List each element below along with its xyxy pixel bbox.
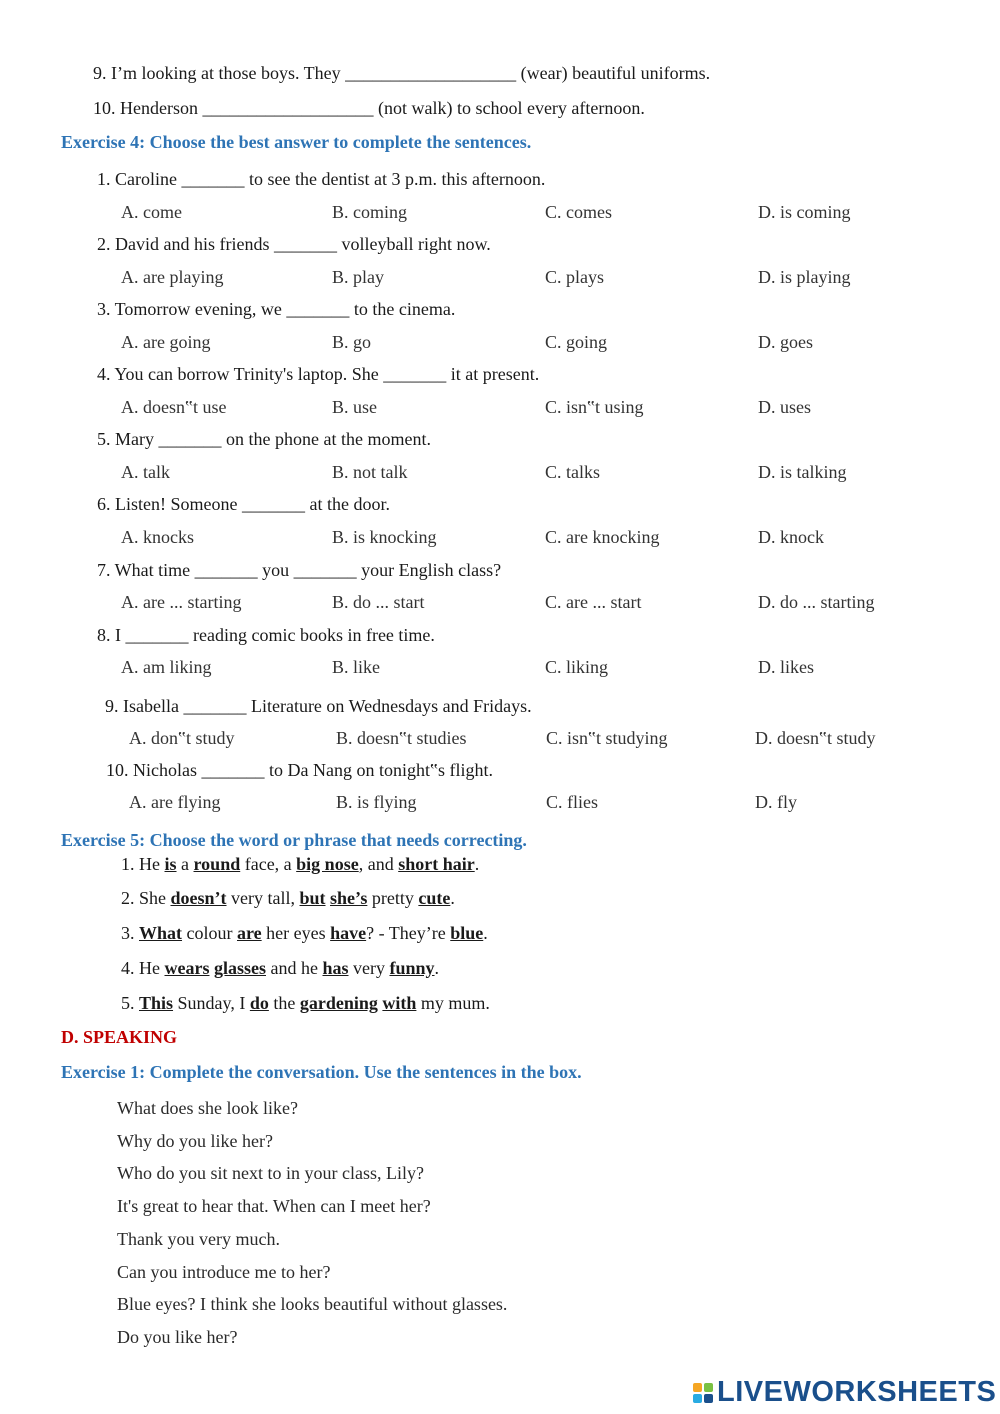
ex5-item-4-option-2[interactable]: glasses [213,958,266,978]
ex4-question-5: 5. Mary _______ on the phone at the moment. [97,429,431,449]
ex5-item-2-option-2[interactable]: but [299,888,326,908]
ex4-q5-option-c[interactable]: C. talks [545,462,601,482]
ex5-item-2-text: 2. She [121,888,171,908]
ex4-q4-option-b[interactable]: B. use [332,397,377,417]
ex5-item-5-text: my mum. [416,993,490,1013]
ex4-question-8: 8. I _______ reading comic books in free time. [97,625,435,645]
ex4-q7-option-d[interactable]: D. do ... starting [758,592,875,612]
ex4-q2-option-d[interactable]: D. is playing [758,267,851,287]
liveworksheets-logo-icon [692,1382,714,1404]
ex5-item-3 [121,922,488,944]
ex4-q6-option-b[interactable]: B. is knocking [332,527,437,547]
liveworksheets-logo [692,1376,996,1409]
exercise4-heading: Exercise 4: Choose the best answer to complete the sentences. [61,132,532,152]
ex3-item-10-text: Henderson ___________________ (not walk) to school every afternoon. [120,98,645,118]
speaking-section-heading: D. SPEAKING [61,1027,178,1047]
ex5-item-3-option-1[interactable]: What [139,923,183,943]
liveworksheets-logo-text: LIVEWORKSHEETS [717,1376,997,1408]
box-sentence-3[interactable]: Who do you sit next to in your class, Lily? [117,1163,424,1183]
box-sentence-2[interactable]: Why do you like her? [117,1131,273,1151]
ex5-item-4-text: . [434,958,440,978]
ex5-item-1-text: 1. He [121,854,165,874]
ex4-q6-option-d[interactable]: D. knock [758,527,824,547]
ex3-item-9-text: I’m looking at those boys. They ___________________ (wear) beautiful uniforms. [111,63,711,83]
ex5-item-3-option-4[interactable]: blue [450,923,484,943]
ex5-item-4-option-3[interactable]: has [322,958,349,978]
ex4-q3-option-b[interactable]: B. go [332,332,372,352]
ex5-item-3-text: her eyes [261,923,331,943]
ex5-item-4-option-4[interactable]: funny [389,958,435,978]
ex5-item-1-text: . [474,854,480,874]
box-sentence-7[interactable]: Blue eyes? I think she looks beautiful without glasses. [117,1294,508,1314]
ex4-question-6: 6. Listen! Someone _______ at the door. [97,494,390,514]
ex4-question-4: 4. You can borrow Trinity's laptop. She _______ it at present. [97,364,540,384]
ex4-q10-option-b[interactable]: B. is flying [336,792,417,812]
ex5-item-1-option-4[interactable]: short hair [398,854,475,874]
ex4-q5-option-d[interactable]: D. is talking [758,462,847,482]
ex5-item-1-text: , and [358,854,399,874]
ex3-item-9 [93,62,710,84]
ex4-q5-option-b[interactable]: B. not talk [332,462,408,482]
ex4-q10-option-a[interactable]: A. are flying [129,792,221,812]
ex4-question-1: 1. Caroline _______ to see the dentist at 3 p.m. this afternoon. [97,169,546,189]
ex4-q1-option-b[interactable]: B. coming [332,202,407,222]
ex5-item-5-option-3[interactable]: gardening [299,993,378,1013]
ex5-item-3-text: ? - They’re [366,923,451,943]
ex4-q4-option-d[interactable]: D. uses [758,397,811,417]
ex3-item-9-num: 9. [93,63,107,83]
ex4-question-7: 7. What time _______ you _______ your English class? [97,560,502,580]
ex4-question-3: 3. Tomorrow evening, we _______ to the cinema. [97,299,456,319]
ex5-item-2-text: pretty [367,888,419,908]
box-sentence-1[interactable]: What does she look like? [117,1098,298,1118]
ex5-item-5-text: 5. [121,993,139,1013]
ex4-q1-option-c[interactable]: C. comes [545,202,612,222]
box-sentence-5[interactable]: Thank you very much. [117,1229,280,1249]
ex5-item-1-option-3[interactable]: big nose [296,854,359,874]
ex4-question-10: 10. Nicholas _______ to Da Nang on tonight‟s flight. [106,760,493,780]
ex5-item-5-text: the [268,993,300,1013]
ex5-item-3-text: 3. [121,923,139,943]
ex5-item-5-option-2[interactable]: do [249,993,269,1013]
ex5-item-3-text: colour [182,923,237,943]
ex4-q8-option-d[interactable]: D. likes [758,657,814,677]
box-sentence-8[interactable]: Do you like her? [117,1327,238,1347]
ex5-item-4-text: very [348,958,390,978]
ex4-q10-option-c[interactable]: C. flies [546,792,598,812]
ex5-item-2-text: very tall, [226,888,300,908]
ex5-item-1-option-1[interactable]: is [164,854,177,874]
ex5-item-5-option-1[interactable]: This [139,993,174,1013]
ex5-item-5-option-4[interactable]: with [382,993,417,1013]
ex4-q2-option-b[interactable]: B. play [332,267,384,287]
ex5-item-4 [121,957,439,979]
ex5-item-2-option-3[interactable]: she’s [330,888,368,908]
ex5-item-2-option-1[interactable]: doesn’t [170,888,227,908]
ex4-q1-option-a[interactable]: A. come [121,202,182,222]
ex4-q7-option-a[interactable]: A. are ... starting [121,592,242,612]
ex4-q9-option-d[interactable]: D. doesn‟t study [755,728,876,748]
ex4-q3-option-a[interactable]: A. are going [121,332,211,352]
ex5-item-1-text: a [176,854,194,874]
ex5-item-4-text: and he [266,958,323,978]
ex4-q6-option-a[interactable]: A. knocks [121,527,194,547]
box-sentence-4[interactable]: It's great to hear that. When can I meet her? [117,1196,431,1216]
ex4-q1-option-d[interactable]: D. is coming [758,202,851,222]
ex4-q2-option-a[interactable]: A. are playing [121,267,224,287]
ex5-item-1 [121,853,479,875]
ex3-item-10-num: 10. [93,98,116,118]
exercise5-heading: Exercise 5: Choose the word or phrase that needs correcting. [61,830,527,850]
ex4-q5-option-a[interactable]: A. talk [121,462,170,482]
ex4-q9-option-c[interactable]: C. isn‟t studying [546,728,668,748]
ex4-q4-option-a[interactable]: A. doesn‟t use [121,397,227,417]
ex5-item-4-text: 4. He [121,958,165,978]
ex5-item-1-option-2[interactable]: round [193,854,241,874]
logo-square-icon [693,1394,702,1403]
ex4-q9-option-a[interactable]: A. don‟t study [129,728,235,748]
ex4-q2-option-c[interactable]: C. plays [545,267,605,287]
logo-square-icon [693,1383,702,1392]
ex4-q8-option-a[interactable]: A. am liking [121,657,212,677]
ex5-item-2-text: . [450,888,455,908]
ex4-q4-option-c[interactable]: C. isn‟t using [545,397,644,417]
box-sentence-6[interactable]: Can you introduce me to her? [117,1262,331,1282]
ex5-item-2 [121,887,455,909]
ex5-item-4-option-1[interactable]: wears [164,958,210,978]
ex4-q8-option-b[interactable]: B. like [332,657,380,677]
speaking-exercise1-heading: Exercise 1: Complete the conversation. Use the sentences in the box. [61,1062,582,1082]
ex5-item-1-text: face, a [240,854,297,874]
logo-square-icon [704,1394,713,1403]
ex5-item-3-option-3[interactable]: have [330,923,367,943]
ex5-item-2-option-4[interactable]: cute [418,888,451,908]
ex4-q9-option-b[interactable]: B. doesn‟t studies [336,728,467,748]
ex4-question-2: 2. David and his friends _______ volleyball right now. [97,234,491,254]
ex5-item-5 [121,992,490,1014]
ex4-q8-option-c[interactable]: C. liking [545,657,609,677]
ex4-question-9: 9. Isabella _______ Literature on Wednesdays and Fridays. [105,696,532,716]
ex4-q6-option-c[interactable]: C. are knocking [545,527,660,547]
ex4-q7-option-b[interactable]: B. do ... start [332,592,425,612]
ex5-item-3-option-2[interactable]: are [237,923,262,943]
ex4-q10-option-d[interactable]: D. fly [755,792,797,812]
ex4-q7-option-c[interactable]: C. are ... start [545,592,642,612]
ex4-q3-option-c[interactable]: C. going [545,332,608,352]
ex4-q3-option-d[interactable]: D. goes [758,332,813,352]
ex5-item-3-text: . [483,923,488,943]
logo-square-icon [704,1383,713,1392]
ex3-item-10 [93,97,645,119]
ex5-item-5-text: Sunday, I [173,993,250,1013]
